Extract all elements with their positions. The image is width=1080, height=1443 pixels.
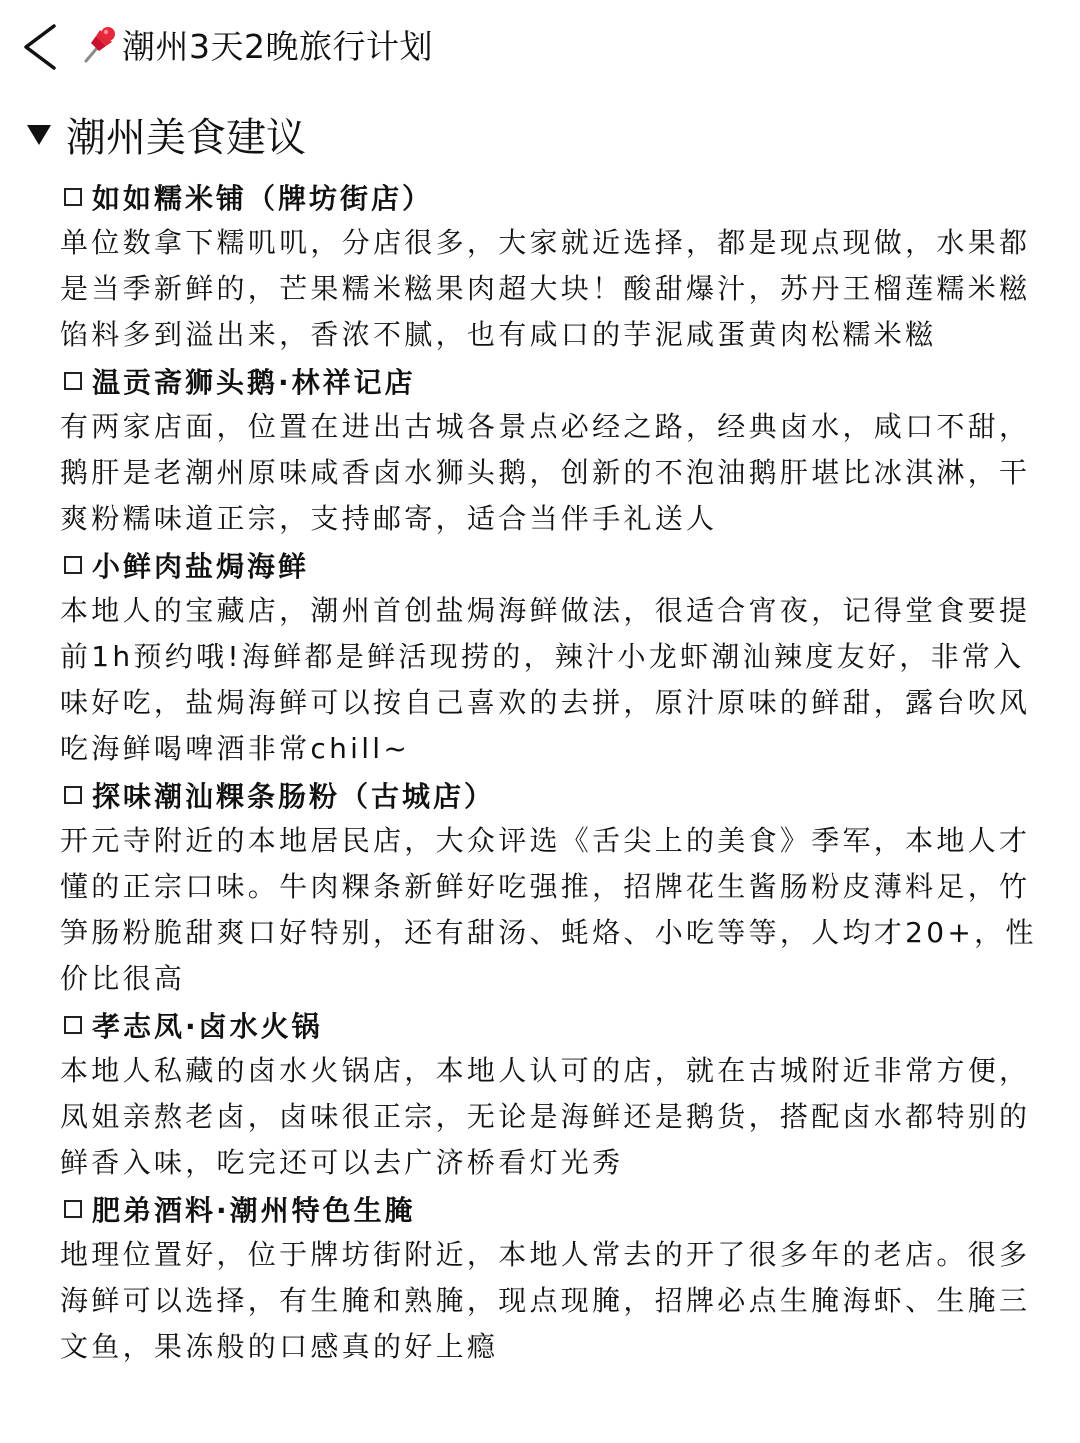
list-item <box>60 358 1050 542</box>
item-description: 单位数拿下糯叽叽，分店很多，大家就近选择，都是现点现做，水果都是当季新鲜的，芒果糯米糍果肉超大块！酸甜爆汁，苏丹王榴莲糯米糍馅料多到溢出来，香浓不腻，也有咸口的芋泥咸蛋黄肉松糯米糍 <box>60 226 1031 351</box>
list-item <box>60 174 1050 358</box>
food-list <box>60 174 1050 1370</box>
item-description: 本地人私藏的卤水火锅店，本地人认可的店，就在古城附近非常方便，凤姐亲熬老卤，卤味很正宗，无论是海鲜还是鹅货，搭配卤水都特别的鲜香入味，吃完还可以去广济桥看灯光秀 <box>60 1054 1031 1179</box>
item-title: 肥弟酒料·潮州特色生腌 <box>92 1194 416 1227</box>
item-title-row <box>60 1186 1050 1232</box>
item-title-row <box>60 542 1050 588</box>
item-title-row <box>60 772 1050 818</box>
item-description: 本地人的宝藏店，潮州首创盐焗海鲜做法，很适合宵夜，记得堂食要提前1h预约哦!海鲜都是鲜活现捞的，辣汁小龙虾潮汕辣度友好，非常入味好吃，盐焗海鲜可以按自己喜欢的去拼，原汁原味的鲜甜，露台吹风吃海鲜喝啤酒非常chill~ <box>60 594 1031 765</box>
item-title: 如如糯米铺（牌坊街店） <box>92 182 434 215</box>
list-item <box>60 1002 1050 1186</box>
item-title: 探味潮汕粿条肠粉（古城店） <box>92 780 496 813</box>
item-description: 地理位置好，位于牌坊街附近，本地人常去的开了很多年的老店。很多海鲜可以选择，有生腌和熟腌，现点现腌，招牌必点生腌海虾、生腌三文鱼，果冻般的口感真的好上瘾 <box>60 1238 1031 1363</box>
item-title-row <box>60 358 1050 404</box>
item-title-row <box>60 174 1050 220</box>
checkbox[interactable] <box>64 786 82 804</box>
checkbox[interactable] <box>64 1016 82 1034</box>
item-title: 孝志凤·卤水火锅 <box>92 1010 323 1043</box>
food-section <box>26 105 1066 163</box>
checkbox[interactable] <box>64 372 82 390</box>
triangle-down-icon <box>26 121 52 147</box>
app-header <box>0 0 1080 90</box>
list-item <box>60 1186 1050 1370</box>
item-description: 开元寺附近的本地居民店，大众评选《舌尖上的美食》季军，本地人才懂的正宗口味。牛肉粿条新鲜好吃强推，招牌花生酱肠粉皮薄料足，竹笋肠粉脆甜爽口好特别，还有甜汤、蚝烙、小吃等等，人均才20+，性价比很高 <box>60 824 1037 995</box>
chevron-left-icon <box>18 22 68 72</box>
checkbox[interactable] <box>64 1200 82 1218</box>
item-title: 小鲜肉盐焗海鲜 <box>92 550 310 583</box>
back-button[interactable] <box>18 22 68 72</box>
item-title: 温贡斋狮头鹅·林祥记店 <box>92 366 416 399</box>
item-title-row <box>60 1002 1050 1048</box>
page-title: 潮州3天2晚旅行计划 <box>122 26 433 66</box>
list-item <box>60 772 1050 1002</box>
checkbox[interactable] <box>64 556 82 574</box>
section-toggle[interactable] <box>26 105 1066 163</box>
section-title: 潮州美食建议 <box>66 114 306 161</box>
pushpin-icon <box>82 24 118 64</box>
checkbox[interactable] <box>64 188 82 206</box>
list-item <box>60 542 1050 772</box>
item-description: 有两家店面，位置在进出古城各景点必经之路，经典卤水，咸口不甜，鹅肝是老潮州原味咸香卤水狮头鹅，创新的不泡油鹅肝堪比冰淇淋，干爽粉糯味道正宗，支持邮寄，适合当伴手礼送人 <box>60 410 1031 535</box>
title-wrap <box>82 18 433 70</box>
